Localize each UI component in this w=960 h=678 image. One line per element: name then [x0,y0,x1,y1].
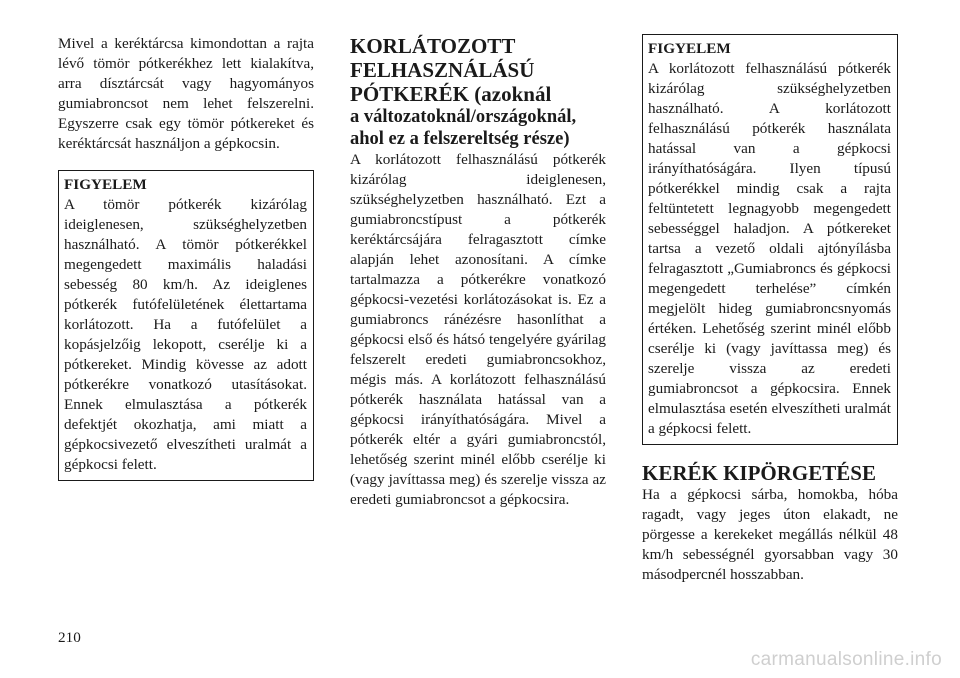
warning-box-limited-spare [642,34,898,445]
wheel-spin-paragraph: Ha a gépkocsi sárba, homokba, hóba ragadt, vagy jeges úton elakadt, ne pörgesse a kerekeket megállás nélkül 48 km/h sebességnél gyorsabban vagy 30 másodpercnél hosszabban. [642,486,898,583]
intro-paragraph: Mivel a keréktárcsa kimondottan a rajta lévő tömör pótkerékhez lett kialakítva, arra dísztárcsát vagy hagyományos gumiabroncsot nem lehet felszerelni. Egyszerre csak egy tömör pótkereket és keréktárcsát használjon a gépkocsin. [58,35,314,152]
section-heading-wheel-spin: KERÉK KIPÖRGETÉSE [642,461,876,485]
page-number: 210 [58,629,81,646]
warning-box-compact-spare [58,170,314,481]
watermark: carmanualsonline.info [750,649,942,670]
column-right [642,34,898,585]
limited-spare-paragraph: A korlátozott felhasználású pótkerék kizárólag ideiglenesen, szükséghelyzetben használható. Ezt a gumiabroncstípust a pótkerék keréktárcsájára felragasztott címke alapján lehet azonosítani. A címke tartalmazza a pótkerékre vonatkozó gépkocsi-vezetési korlátozásokat is. Ez a gumiabroncs ránézésre hasonlíthat a gépkocsi első és hátsó tengelyére gyárilag felszerelt eredeti gumiabroncsokhoz, mégis más. A korlátozott felhasználású pótkerék használata hatással van a gépkocsi irányíthatóságára. Mivel a pótkerék eltér a gyári gumiabroncstól, lehetőség szerint minél előbb cserélje ki (vagy javíttassa meg) és szerelje vissza az eredeti gumiabroncsot a gépkocsira. [350,151,606,508]
column-left [58,34,314,481]
section-subheading: a változatoknál/országoknál, ahol ez a felszereltség része) [350,107,577,149]
warning-title: FIGYELEM [648,40,731,57]
warning-text: A tömör pótkerék kizárólag ideiglenesen, szükséghelyzetben használható. A tömör pótkerékkel megengedett maximális haladási sebesség 80 km/h. Az ideiglenes pótkerék futófelületének élettartama korlátozott. Ha a futófelület a kopásjelzőig lekopott, cserélje ki a pótkereket. Mindig kövesse az adott pótkerékre vonatkozó utasításokat. Ennek elmulasztása a pótkerék defektjét okozhatja, ami miatt a gépkocsivezető elveszítheti uralmát a gépkocsi felett. [64,196,307,473]
section-heading-limited-spare: KORLÁTOZOTT FELHASZNÁLÁSÚ PÓTKERÉK (azoknál [350,34,552,106]
warning-text: A korlátozott felhasználású pótkerék kizárólag szükséghelyzetben használható. A korlátozott felhasználású pótkerék használata hatással van a gépkocsi irányíthatóságára. Ilyen típusú pótkerékkel mindig csak a rajta feltüntetett legnagyobb megengedett sebességgel haladjon. A pótkereket tartsa a vezető oldali ajtónyílásba felragasztott „Gumiabroncs és gépkocsi megengedett terhelése” címkén megjelölt hideg gumiabroncsnyomás értéken. Lehetőség szerint minél előbb cserélje ki (vagy javíttassa meg) és szerelje vissza az eredeti gumiabroncsot a gépkocsira. Ennek elmulasztása esetén elveszítheti uralmát a gépkocsi felett. [648,60,891,437]
column-middle [350,34,606,510]
warning-title: FIGYELEM [64,176,147,193]
